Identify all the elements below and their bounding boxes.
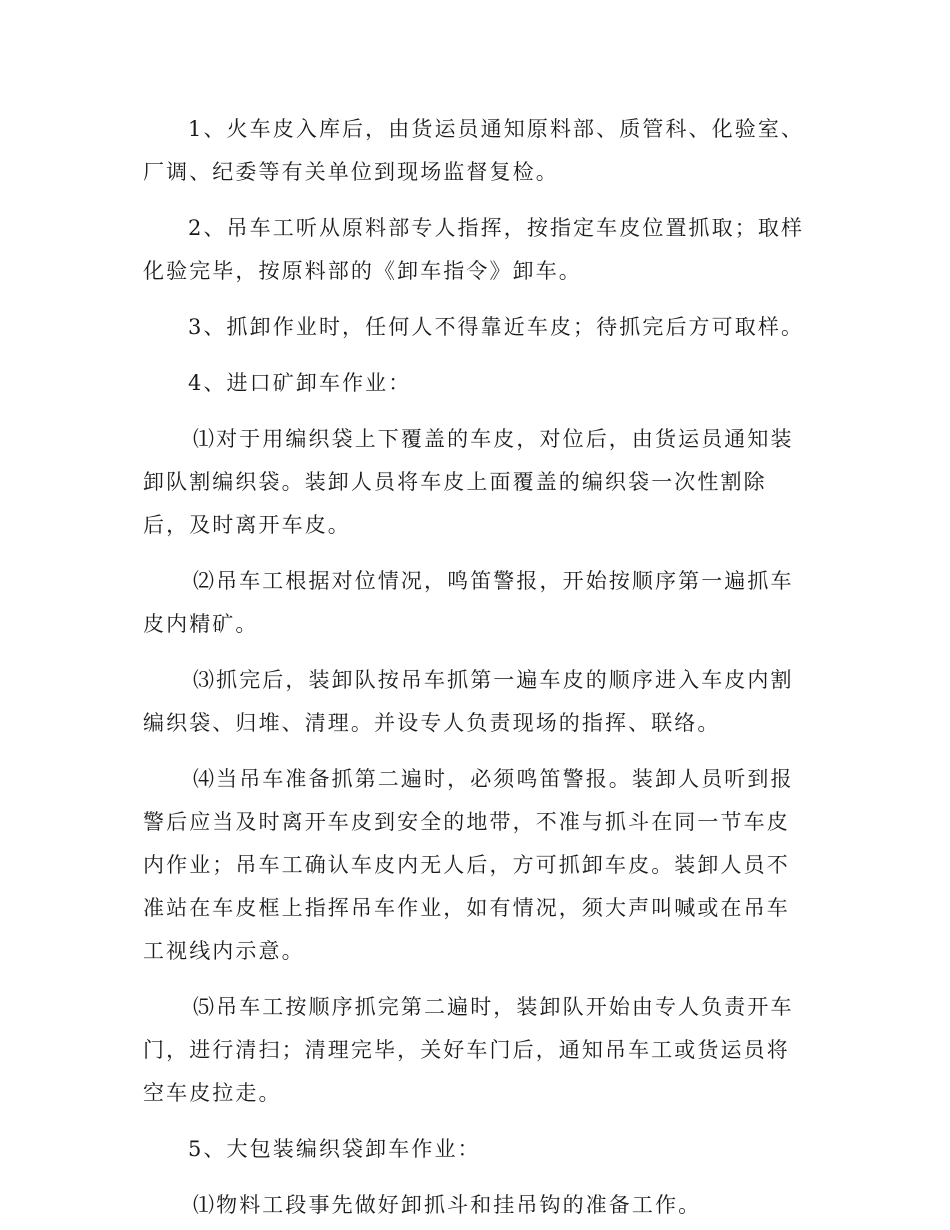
paragraph-2: 2、吊车工听从原料部专人指挥，按指定车皮位置抓取；取样化验完毕，按原料部的《卸车指令》卸车。 (143, 216, 805, 283)
paragraph-3: 3、抓卸作业时，任何人不得靠近车皮；待抓完后方可取样。 (188, 315, 805, 339)
paragraph-4-item-1: ⑴对于用编织袋上下覆盖的车皮，对位后，由货运员通知装卸队割编织袋。装卸人员将车皮上面覆盖的编织袋一次性割除后，及时离开车皮。 (143, 427, 794, 537)
paragraph-4-item-3: ⑶抓完后，装卸队按吊车抓第一遍车皮的顺序进入车皮内割编织袋、归堆、清理。并设专人负责现场的指挥、联络。 (143, 668, 794, 735)
paragraph-5-heading: 5、大包装编织袋卸车作业： (188, 1137, 481, 1161)
paragraph-4-item-2: ⑵吊车工根据对位情况，鸣笛警报，开始按顺序第一遍抓车皮内精矿。 (143, 569, 794, 636)
paragraph-4-item-4: ⑷当吊车准备抓第二遍时，必须鸣笛警报。装卸人员听到报警后应当及时离开车皮到安全的地带，不准与抓斗在同一节车皮内作业；吊车工确认车皮内无人后，方可抓卸车皮。装卸人员不准站在车皮框上指挥吊车作业，如有情况，须大声叫喊或在吊车工视线内示意。 (143, 767, 794, 963)
paragraph-5-item-1: ⑴物料工段事先做好卸抓斗和挂吊钩的准备工作。 (193, 1193, 702, 1217)
document-body (143, 108, 808, 1227)
paragraph-4-item-5: ⑸吊车工按顺序抓完第二遍时，装卸队开始由专人负责开车门，进行清扫；清理完毕，关好车门后，通知吊车工或货运员将空车皮拉走。 (143, 995, 794, 1105)
paragraph-4-heading: 4、进口矿卸车作业： (188, 371, 412, 395)
paragraph-1: 1、火车皮入库后，由货运员通知原料部、质管科、化验室、厂调、纪委等有关单位到现场监督复检。 (143, 117, 805, 184)
